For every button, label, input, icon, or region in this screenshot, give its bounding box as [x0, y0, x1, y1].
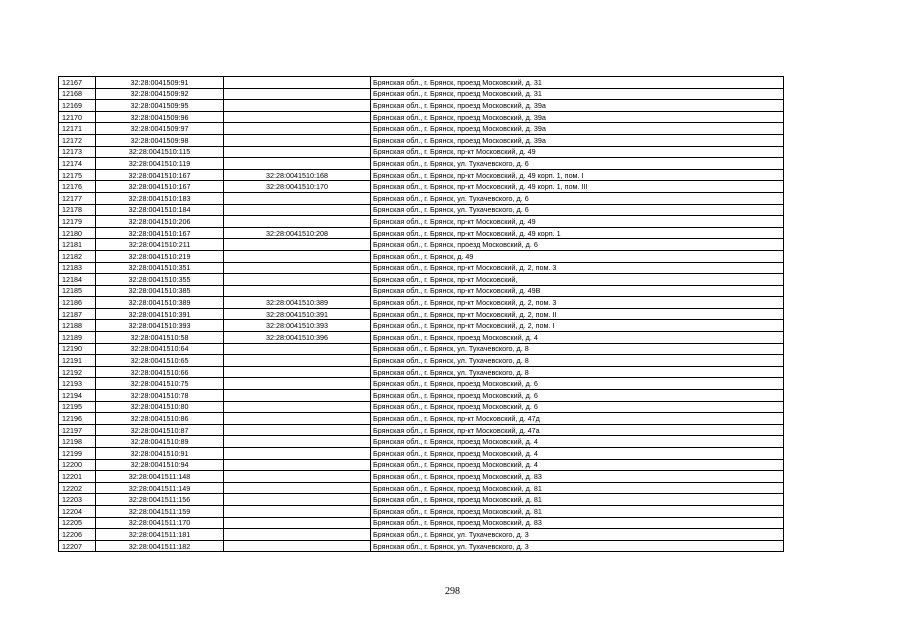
table-row — [59, 158, 784, 170]
row-number-cell: 12185 — [59, 285, 96, 297]
address-cell: Брянская обл., г. Брянск, проезд Московский, д. 4 — [371, 459, 784, 471]
cadastral-number-cell: 32:28:0041509:98 — [96, 134, 224, 146]
parcel-number-cell: 32:28:0041510:396 — [224, 332, 371, 344]
cadastral-number-cell: 32:28:0041510:78 — [96, 390, 224, 402]
row-number-cell: 12181 — [59, 239, 96, 251]
table-row — [59, 413, 784, 425]
row-number-cell: 12201 — [59, 471, 96, 483]
address-cell: Брянская обл., г. Брянск, пр-кт Московский, д. 49 корп. 1, пом. I — [371, 169, 784, 181]
table-row — [59, 216, 784, 228]
address-cell: Брянская обл., г. Брянск, ул. Тухачевского, д. 3 — [371, 529, 784, 541]
row-number-cell: 12190 — [59, 343, 96, 355]
table-row — [59, 436, 784, 448]
parcel-number-cell: 32:28:0041510:389 — [224, 297, 371, 309]
table-row — [59, 88, 784, 100]
table-row — [59, 343, 784, 355]
parcel-number-cell — [224, 494, 371, 506]
address-cell: Брянская обл., г. Брянск, проезд Московский, д. 81 — [371, 494, 784, 506]
table-row — [59, 517, 784, 529]
address-cell: Брянская обл., г. Брянск, пр-кт Московский, д. 49 — [371, 216, 784, 228]
parcel-number-cell — [224, 88, 371, 100]
table-row — [59, 285, 784, 297]
parcel-number-cell: 32:28:0041510:393 — [224, 320, 371, 332]
parcel-number-cell: 32:28:0041510:168 — [224, 169, 371, 181]
cadastral-number-cell: 32:28:0041510:91 — [96, 448, 224, 460]
row-number-cell: 12168 — [59, 88, 96, 100]
parcel-number-cell — [224, 413, 371, 425]
parcel-number-cell — [224, 482, 371, 494]
row-number-cell: 12170 — [59, 111, 96, 123]
address-cell: Брянская обл., г. Брянск, проезд Московский, д. 39а — [371, 123, 784, 135]
cadastral-number-cell: 32:28:0041511:148 — [96, 471, 224, 483]
row-number-cell: 12176 — [59, 181, 96, 193]
parcel-number-cell: 32:28:0041510:208 — [224, 227, 371, 239]
parcel-number-cell — [224, 262, 371, 274]
parcel-number-cell — [224, 100, 371, 112]
row-number-cell: 12204 — [59, 505, 96, 517]
cadastral-number-cell: 32:28:0041511:159 — [96, 505, 224, 517]
address-cell: Брянская обл., г. Брянск, пр-кт Московский, д. 2, пом. I — [371, 320, 784, 332]
table-row — [59, 297, 784, 309]
table-row — [59, 250, 784, 262]
cadastral-number-cell: 32:28:0041511:156 — [96, 494, 224, 506]
cadastral-number-cell: 32:28:0041510:389 — [96, 297, 224, 309]
parcel-number-cell — [224, 158, 371, 170]
parcel-number-cell — [224, 378, 371, 390]
table-row — [59, 169, 784, 181]
cadastral-number-cell: 32:28:0041511:149 — [96, 482, 224, 494]
table-row — [59, 227, 784, 239]
cadastral-number-cell: 32:28:0041510:184 — [96, 204, 224, 216]
address-cell: Брянская обл., г. Брянск, ул. Тухачевского, д. 6 — [371, 192, 784, 204]
address-cell: Брянская обл., г. Брянск, ул. Тухачевского, д. 6 — [371, 158, 784, 170]
cadastral-number-cell: 32:28:0041510:65 — [96, 355, 224, 367]
row-number-cell: 12206 — [59, 529, 96, 541]
address-cell: Брянская обл., г. Брянск, ул. Тухачевского, д. 8 — [371, 343, 784, 355]
cadastral-number-cell: 32:28:0041510:351 — [96, 262, 224, 274]
address-cell: Брянская обл., г. Брянск, пр-кт Московский, д. 2, пом. 3 — [371, 262, 784, 274]
cadastral-number-cell: 32:28:0041510:206 — [96, 216, 224, 228]
cadastral-number-cell: 32:28:0041511:182 — [96, 540, 224, 552]
table-row — [59, 204, 784, 216]
cadastral-number-cell: 32:28:0041510:393 — [96, 320, 224, 332]
table-row — [59, 274, 784, 286]
parcel-number-cell — [224, 540, 371, 552]
table-row — [59, 366, 784, 378]
row-number-cell: 12203 — [59, 494, 96, 506]
parcel-number-cell — [224, 459, 371, 471]
row-number-cell: 12199 — [59, 448, 96, 460]
row-number-cell: 12186 — [59, 297, 96, 309]
parcel-number-cell — [224, 77, 371, 89]
parcel-number-cell — [224, 529, 371, 541]
row-number-cell: 12196 — [59, 413, 96, 425]
parcel-number-cell — [224, 448, 371, 460]
cadastral-number-cell: 32:28:0041510:167 — [96, 169, 224, 181]
cadastral-number-cell: 32:28:0041509:96 — [96, 111, 224, 123]
row-number-cell: 12187 — [59, 308, 96, 320]
address-cell: Брянская обл., г. Брянск, пр-кт Московский, д. 2, пом. 3 — [371, 297, 784, 309]
row-number-cell: 12194 — [59, 390, 96, 402]
row-number-cell: 12182 — [59, 250, 96, 262]
address-cell: Брянская обл., г. Брянск, проезд Московский, д. 4 — [371, 448, 784, 460]
row-number-cell: 12183 — [59, 262, 96, 274]
table-row — [59, 378, 784, 390]
registry-table — [58, 76, 784, 552]
table-row — [59, 448, 784, 460]
cadastral-number-cell: 32:28:0041510:115 — [96, 146, 224, 158]
table-row — [59, 308, 784, 320]
row-number-cell: 12198 — [59, 436, 96, 448]
address-cell: Брянская обл., г. Брянск, проезд Московский, д. 4 — [371, 436, 784, 448]
cadastral-number-cell: 32:28:0041510:66 — [96, 366, 224, 378]
address-cell: Брянская обл., г. Брянск, пр-кт Московский, д. 49 корп. 1, пом. III — [371, 181, 784, 193]
row-number-cell: 12207 — [59, 540, 96, 552]
registry-body — [59, 77, 784, 552]
parcel-number-cell — [224, 216, 371, 228]
cadastral-number-cell: 32:28:0041511:181 — [96, 529, 224, 541]
row-number-cell: 12205 — [59, 517, 96, 529]
cadastral-number-cell: 32:28:0041510:167 — [96, 227, 224, 239]
cadastral-number-cell: 32:28:0041510:64 — [96, 343, 224, 355]
parcel-number-cell — [224, 471, 371, 483]
row-number-cell: 12175 — [59, 169, 96, 181]
parcel-number-cell — [224, 250, 371, 262]
cadastral-number-cell: 32:28:0041510:211 — [96, 239, 224, 251]
table-row — [59, 181, 784, 193]
cadastral-number-cell: 32:28:0041510:89 — [96, 436, 224, 448]
table-row — [59, 146, 784, 158]
parcel-number-cell — [224, 204, 371, 216]
address-cell: Брянская обл., г. Брянск, пр-кт Московский, д. 49 корп. 1 — [371, 227, 784, 239]
cadastral-number-cell: 32:28:0041510:87 — [96, 424, 224, 436]
cadastral-number-cell: 32:28:0041510:80 — [96, 401, 224, 413]
address-cell: Брянская обл., г. Брянск, ул. Тухачевского, д. 6 — [371, 204, 784, 216]
address-cell: Брянская обл., г. Брянск, проезд Московский, д. 83 — [371, 517, 784, 529]
cadastral-number-cell: 32:28:0041509:92 — [96, 88, 224, 100]
row-number-cell: 12177 — [59, 192, 96, 204]
parcel-number-cell — [224, 285, 371, 297]
table-row — [59, 459, 784, 471]
address-cell: Брянская обл., г. Брянск, проезд Московский, д. 6 — [371, 401, 784, 413]
row-number-cell: 12188 — [59, 320, 96, 332]
table-row — [59, 262, 784, 274]
table-row — [59, 77, 784, 89]
row-number-cell: 12169 — [59, 100, 96, 112]
parcel-number-cell — [224, 146, 371, 158]
cadastral-number-cell: 32:28:0041510:219 — [96, 250, 224, 262]
parcel-number-cell — [224, 123, 371, 135]
parcel-number-cell — [224, 111, 371, 123]
parcel-number-cell — [224, 274, 371, 286]
table-row — [59, 355, 784, 367]
cadastral-number-cell: 32:28:0041510:58 — [96, 332, 224, 344]
table-row — [59, 540, 784, 552]
address-cell: Брянская обл., г. Брянск, ул. Тухачевского, д. 8 — [371, 355, 784, 367]
address-cell: Брянская обл., г. Брянск, пр-кт Московский, д. 49 — [371, 146, 784, 158]
address-cell: Брянская обл., г. Брянск, проезд Московский, д. 31 — [371, 88, 784, 100]
row-number-cell: 12197 — [59, 424, 96, 436]
address-cell: Брянская обл., г. Брянск, пр-кт Московский, д. 47а — [371, 424, 784, 436]
table-row — [59, 239, 784, 251]
table-row — [59, 111, 784, 123]
table-row — [59, 494, 784, 506]
parcel-number-cell — [224, 192, 371, 204]
table-row — [59, 100, 784, 112]
cadastral-number-cell: 32:28:0041510:355 — [96, 274, 224, 286]
address-cell: Брянская обл., г. Брянск, проезд Московский, д. 39а — [371, 134, 784, 146]
page-number: 298 — [445, 586, 460, 597]
parcel-number-cell — [224, 505, 371, 517]
cadastral-number-cell: 32:28:0041509:97 — [96, 123, 224, 135]
parcel-number-cell — [224, 436, 371, 448]
address-cell: Брянская обл., г. Брянск, пр-кт Московский, д. 49В — [371, 285, 784, 297]
cadastral-number-cell: 32:28:0041510:385 — [96, 285, 224, 297]
address-cell: Брянская обл., г. Брянск, проезд Московский, д. 83 — [371, 471, 784, 483]
row-number-cell: 12172 — [59, 134, 96, 146]
address-cell: Брянская обл., г. Брянск, проезд Московский, д. 6 — [371, 390, 784, 402]
parcel-number-cell — [224, 401, 371, 413]
cadastral-number-cell: 32:28:0041510:94 — [96, 459, 224, 471]
cadastral-number-cell: 32:28:0041509:95 — [96, 100, 224, 112]
row-number-cell: 12192 — [59, 366, 96, 378]
parcel-number-cell: 32:28:0041510:391 — [224, 308, 371, 320]
table-row — [59, 482, 784, 494]
row-number-cell: 12179 — [59, 216, 96, 228]
cadastral-number-cell: 32:28:0041510:75 — [96, 378, 224, 390]
cadastral-number-cell: 32:28:0041510:86 — [96, 413, 224, 425]
cadastral-number-cell: 32:28:0041510:167 — [96, 181, 224, 193]
table-row — [59, 505, 784, 517]
address-cell: Брянская обл., г. Брянск, пр-кт Московский, д. 2, пом. II — [371, 308, 784, 320]
parcel-number-cell — [224, 366, 371, 378]
row-number-cell: 12193 — [59, 378, 96, 390]
table-row — [59, 401, 784, 413]
address-cell: Брянская обл., г. Брянск, проезд Московский, д. 6 — [371, 239, 784, 251]
row-number-cell: 12202 — [59, 482, 96, 494]
parcel-number-cell — [224, 424, 371, 436]
address-cell: Брянская обл., г. Брянск, проезд Московский, д. 6 — [371, 378, 784, 390]
table-row — [59, 390, 784, 402]
parcel-number-cell — [224, 239, 371, 251]
table-row — [59, 192, 784, 204]
cadastral-number-cell: 32:28:0041510:119 — [96, 158, 224, 170]
cadastral-number-cell: 32:28:0041510:183 — [96, 192, 224, 204]
table-row — [59, 123, 784, 135]
address-cell: Брянская обл., г. Брянск, проезд Московский, д. 31 — [371, 77, 784, 89]
row-number-cell: 12171 — [59, 123, 96, 135]
parcel-number-cell: 32:28:0041510:170 — [224, 181, 371, 193]
address-cell: Брянская обл., г. Брянск, проезд Московский, д. 39а — [371, 100, 784, 112]
address-cell: Брянская обл., г. Брянск, проезд Московский, д. 81 — [371, 505, 784, 517]
row-number-cell: 12173 — [59, 146, 96, 158]
address-cell: Брянская обл., г. Брянск, проезд Московский, д. 4 — [371, 332, 784, 344]
row-number-cell: 12180 — [59, 227, 96, 239]
table-row — [59, 134, 784, 146]
row-number-cell: 12174 — [59, 158, 96, 170]
parcel-number-cell — [224, 343, 371, 355]
address-cell: Брянская обл., г. Брянск, пр-кт Московский, д. 47д — [371, 413, 784, 425]
table-row — [59, 332, 784, 344]
row-number-cell: 12178 — [59, 204, 96, 216]
cadastral-number-cell: 32:28:0041510:391 — [96, 308, 224, 320]
address-cell: Брянская обл., г. Брянск, пр-кт Московский, — [371, 274, 784, 286]
table-row — [59, 320, 784, 332]
address-cell: Брянская обл., г. Брянск, ул. Тухачевского, д. 8 — [371, 366, 784, 378]
address-cell: Брянская обл., г. Брянск, ул. Тухачевского, д. 3 — [371, 540, 784, 552]
row-number-cell: 12189 — [59, 332, 96, 344]
row-number-cell: 12191 — [59, 355, 96, 367]
row-number-cell: 12184 — [59, 274, 96, 286]
address-cell: Брянская обл., г. Брянск, д. 49 — [371, 250, 784, 262]
parcel-number-cell — [224, 517, 371, 529]
address-cell: Брянская обл., г. Брянск, проезд Московский, д. 81 — [371, 482, 784, 494]
row-number-cell: 12200 — [59, 459, 96, 471]
table-row — [59, 424, 784, 436]
address-cell: Брянская обл., г. Брянск, проезд Московский, д. 39а — [371, 111, 784, 123]
row-number-cell: 12167 — [59, 77, 96, 89]
parcel-number-cell — [224, 355, 371, 367]
cadastral-number-cell: 32:28:0041509:91 — [96, 77, 224, 89]
parcel-number-cell — [224, 134, 371, 146]
cadastral-number-cell: 32:28:0041511:170 — [96, 517, 224, 529]
parcel-number-cell — [224, 390, 371, 402]
table-row — [59, 471, 784, 483]
row-number-cell: 12195 — [59, 401, 96, 413]
table-row — [59, 529, 784, 541]
